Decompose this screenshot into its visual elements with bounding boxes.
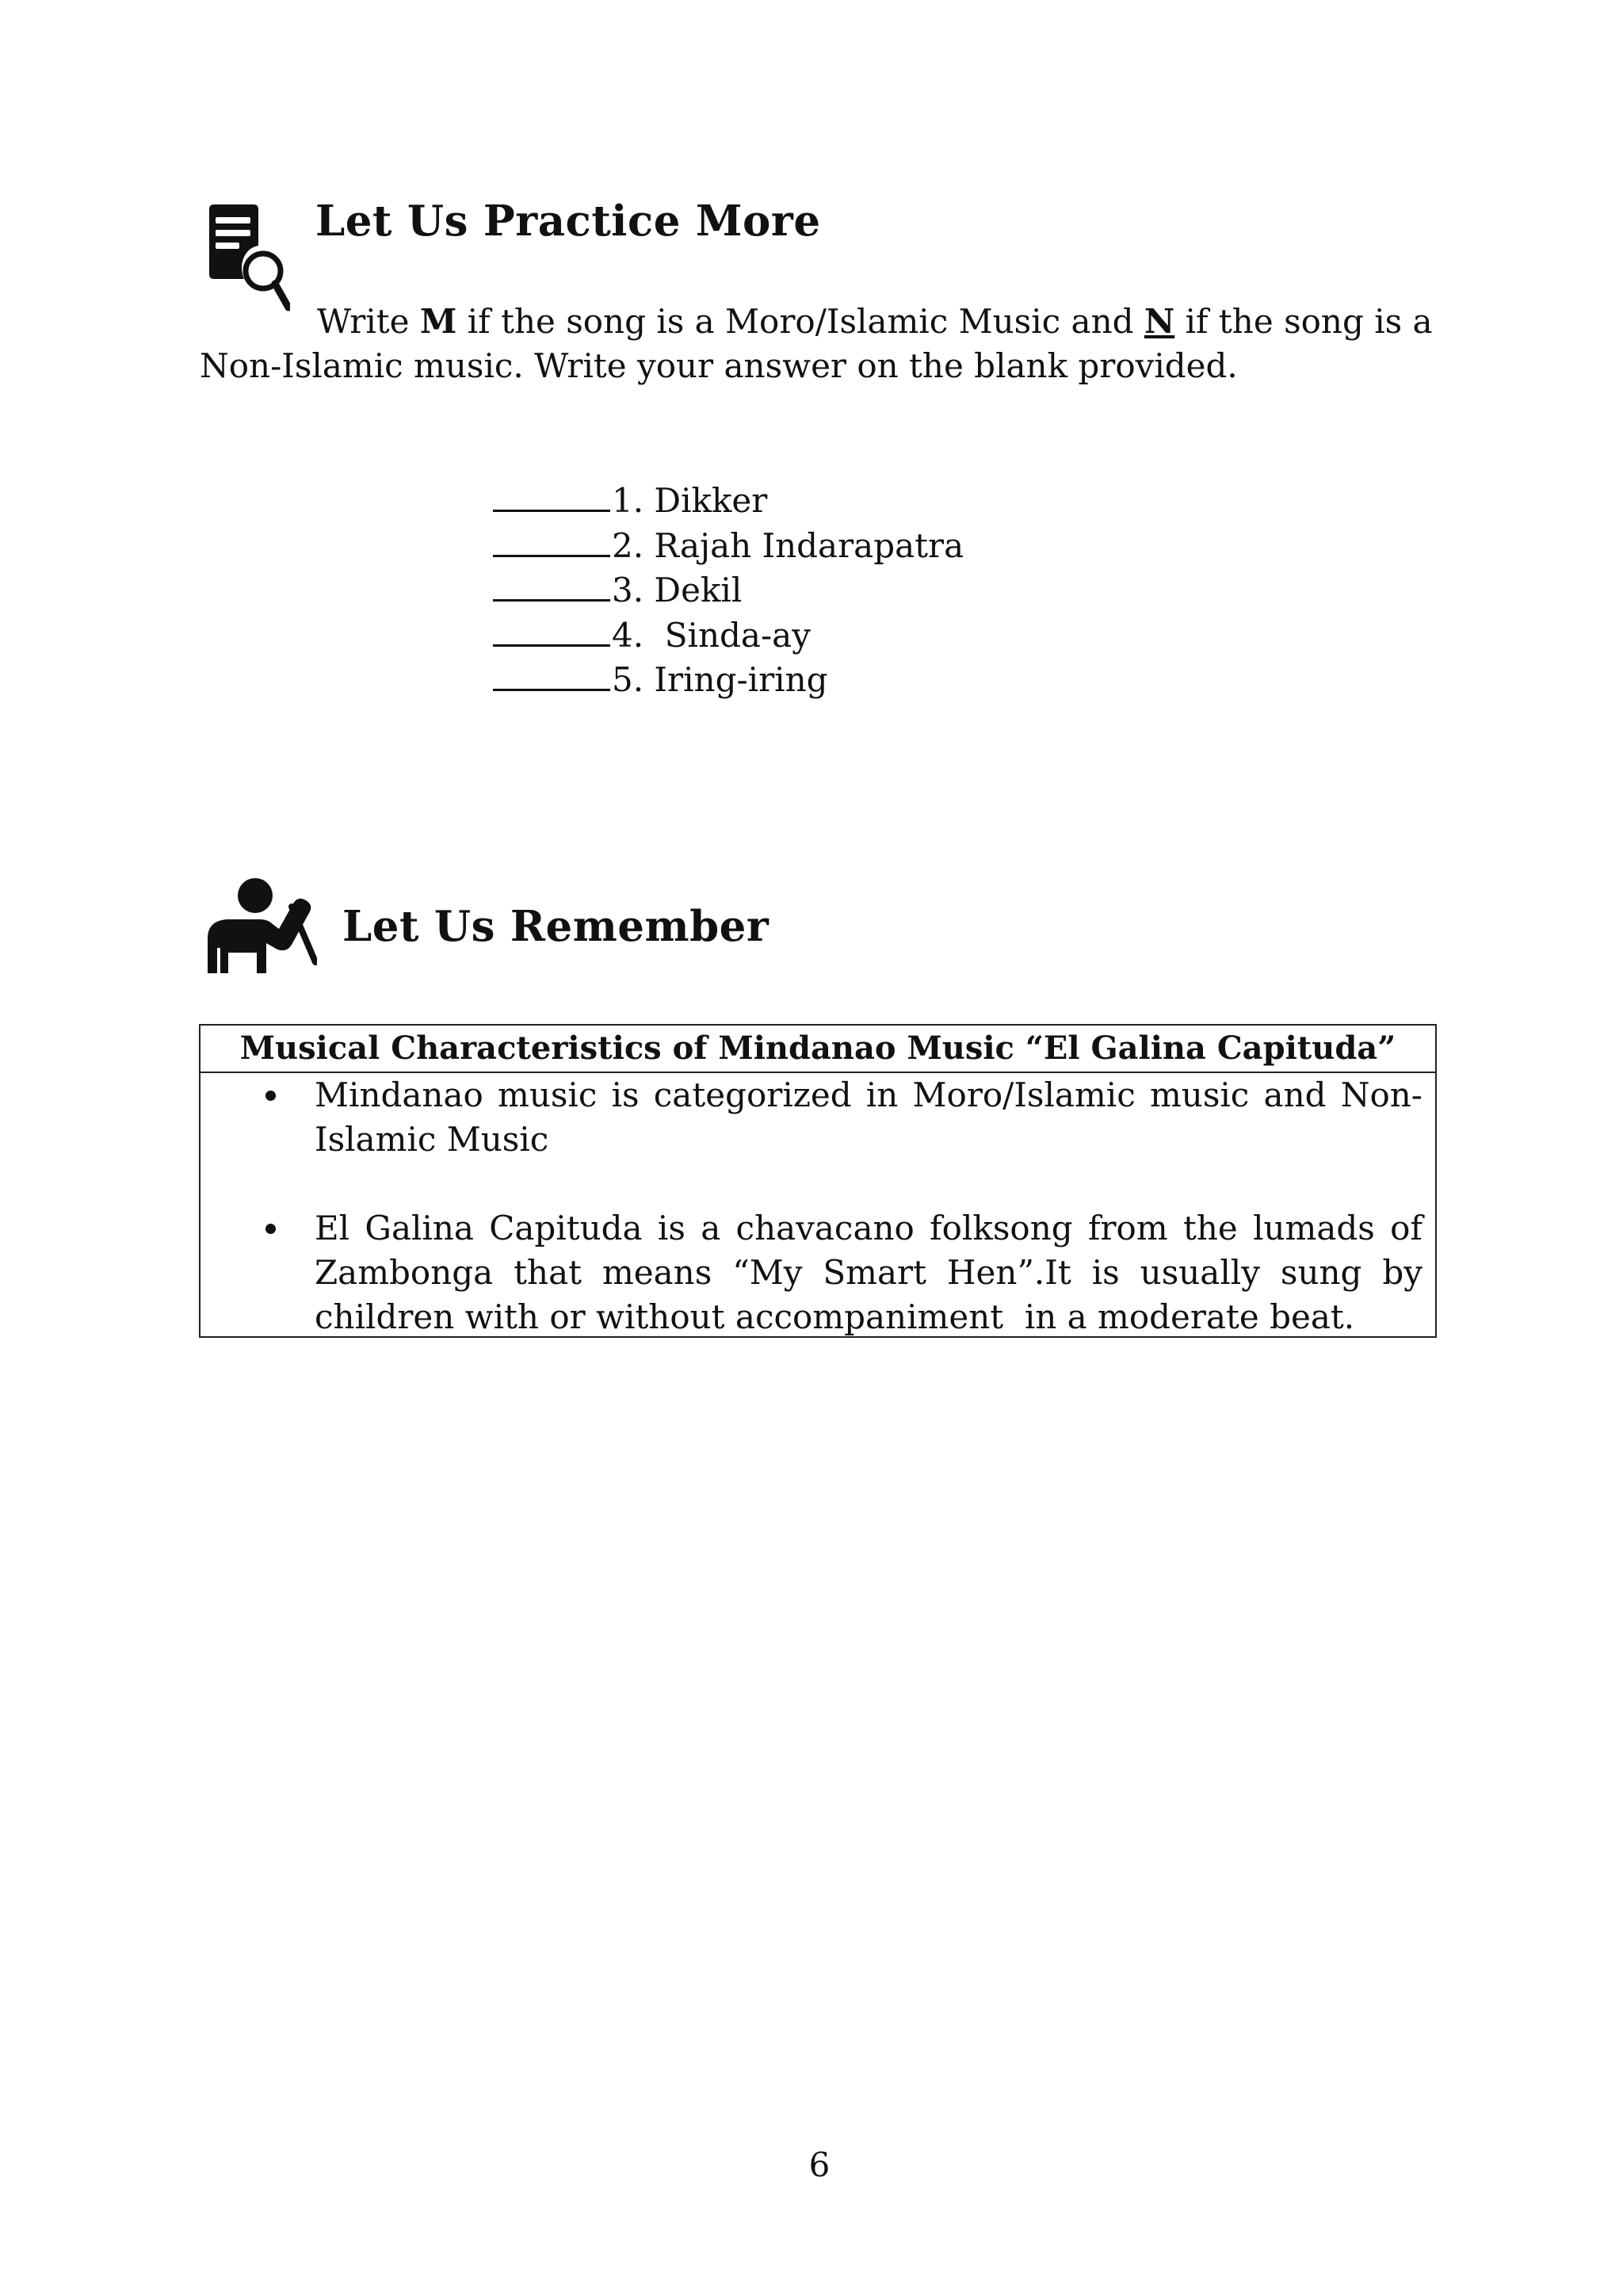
- letter-m: M: [419, 302, 457, 341]
- list-item: 5. Iring-iring: [493, 657, 964, 702]
- list-item: 4. Sinda-ay: [493, 613, 964, 658]
- thinking-person-icon: [204, 877, 317, 973]
- answer-blank[interactable]: [493, 657, 610, 691]
- page-number: 6: [808, 2145, 831, 2184]
- section-title-practice: Let Us Practice More: [315, 197, 821, 246]
- box-title: Musical Characteristics of Mindanao Music “El Galina Capituda”: [200, 1026, 1435, 1073]
- document-search-icon: [203, 204, 290, 312]
- instruction-text: Write M if the song is a Moro/Islamic Music and N if the song is a Non-Islamic music. Write your answer on the blank provided.: [200, 302, 1433, 385]
- list-item: Mindanao music is categorized in Moro/Islamic music and Non-Islamic Music: [200, 1073, 1423, 1162]
- list-item: 2. Rajah Indarapatra: [493, 523, 964, 568]
- answer-list: [493, 478, 964, 702]
- letter-n: N: [1144, 302, 1175, 341]
- bullet-icon: [265, 1224, 276, 1234]
- answer-blank[interactable]: [493, 567, 610, 602]
- bullet-icon: [265, 1091, 276, 1101]
- list-item: 3. Dekil: [493, 567, 964, 613]
- answer-blank[interactable]: [493, 613, 610, 647]
- characteristics-box: [199, 1024, 1437, 1338]
- answer-blank[interactable]: [493, 523, 610, 557]
- list-item: El Galina Capituda is a chavacano folksong from the lumads of Zambonga that means “My Smart Hen”.It is usually sung by children with or without accompaniment in a moderate beat.: [200, 1206, 1423, 1339]
- answer-blank[interactable]: [493, 478, 610, 512]
- section-title-remember: Let Us Remember: [342, 902, 769, 951]
- list-item: 1. Dikker: [493, 478, 964, 523]
